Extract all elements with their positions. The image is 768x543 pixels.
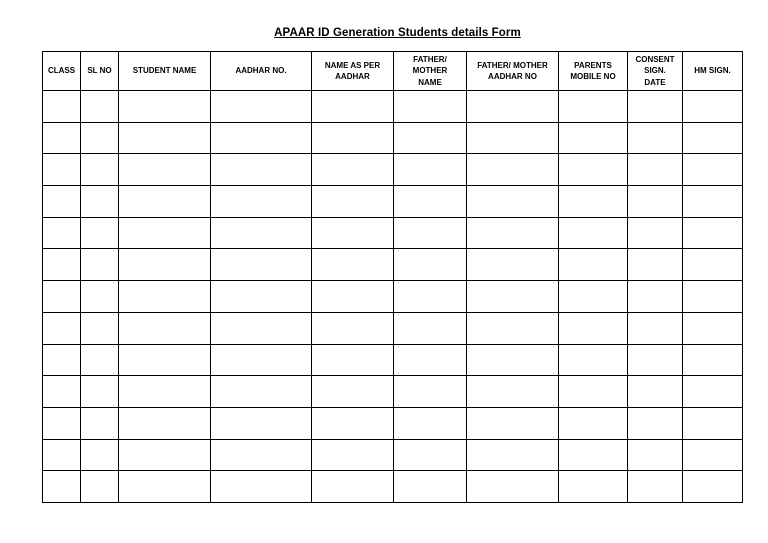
cell-father-mother-aadhar-no[interactable] [467, 154, 559, 186]
cell-class[interactable] [43, 439, 81, 471]
cell-sl-no[interactable] [81, 376, 119, 408]
cell-hm-sign[interactable] [683, 122, 743, 154]
cell-aadhar-no[interactable] [211, 186, 312, 218]
table-row [43, 439, 743, 471]
cell-parents-mobile-no[interactable] [559, 407, 628, 439]
cell-parents-mobile-no[interactable] [559, 439, 628, 471]
cell-name-as-per-aadhar[interactable] [312, 249, 394, 281]
form-title: APAAR ID Generation Students details Form [274, 27, 521, 39]
student-details-table [42, 51, 743, 503]
cell-hm-sign[interactable] [683, 217, 743, 249]
cell-parents-mobile-no[interactable] [559, 281, 628, 313]
cell-father-mother-aadhar-no[interactable] [467, 217, 559, 249]
cell-consent-sign-date[interactable] [628, 154, 683, 186]
cell-parents-mobile-no[interactable] [559, 154, 628, 186]
header-student-name [119, 52, 211, 91]
cell-consent-sign-date[interactable] [628, 407, 683, 439]
cell-student-name[interactable] [119, 217, 211, 249]
cell-aadhar-no[interactable] [211, 376, 312, 408]
cell-name-as-per-aadhar[interactable] [312, 344, 394, 376]
cell-name-as-per-aadhar[interactable] [312, 122, 394, 154]
table-body [43, 91, 743, 503]
cell-father-mother-name[interactable] [394, 217, 467, 249]
header-father-mother-aadhar-no [467, 52, 559, 91]
cell-aadhar-no[interactable] [211, 91, 312, 123]
cell-name-as-per-aadhar[interactable] [312, 376, 394, 408]
cell-student-name[interactable] [119, 471, 211, 503]
cell-class[interactable] [43, 186, 81, 218]
cell-sl-no[interactable] [81, 312, 119, 344]
cell-aadhar-no[interactable] [211, 281, 312, 313]
header-line: AADHAR [335, 72, 370, 81]
table-row [43, 249, 743, 281]
header-line: NAME [418, 77, 442, 87]
cell-class[interactable] [43, 344, 81, 376]
cell-parents-mobile-no[interactable] [559, 217, 628, 249]
cell-father-mother-aadhar-no[interactable] [467, 344, 559, 376]
cell-father-mother-aadhar-no[interactable] [467, 376, 559, 408]
cell-parents-mobile-no[interactable] [559, 91, 628, 123]
cell-parents-mobile-no[interactable] [559, 122, 628, 154]
cell-aadhar-no[interactable] [211, 122, 312, 154]
cell-student-name[interactable] [119, 407, 211, 439]
header-line: SIGN. [644, 66, 666, 76]
header-line: MOBILE NO [570, 72, 616, 81]
cell-consent-sign-date[interactable] [628, 249, 683, 281]
header-sl-no [81, 52, 119, 91]
table-row [43, 376, 743, 408]
header-class [43, 52, 81, 91]
cell-father-mother-aadhar-no[interactable] [467, 312, 559, 344]
cell-father-mother-name[interactable] [394, 312, 467, 344]
header-aadhar-no [211, 52, 312, 91]
cell-sl-no[interactable] [81, 122, 119, 154]
cell-name-as-per-aadhar[interactable] [312, 217, 394, 249]
cell-father-mother-aadhar-no[interactable] [467, 91, 559, 123]
header-line: FATHER/ MOTHER [477, 60, 548, 70]
cell-aadhar-no[interactable] [211, 249, 312, 281]
cell-name-as-per-aadhar[interactable] [312, 91, 394, 123]
cell-father-mother-aadhar-no[interactable] [467, 439, 559, 471]
cell-hm-sign[interactable] [683, 439, 743, 471]
cell-parents-mobile-no[interactable] [559, 249, 628, 281]
header-father-mother-name [394, 52, 467, 91]
header-hm-sign [683, 52, 743, 91]
header-line: HM SIGN. [694, 66, 731, 76]
cell-consent-sign-date[interactable] [628, 281, 683, 313]
cell-consent-sign-date[interactable] [628, 91, 683, 123]
cell-father-mother-name[interactable] [394, 249, 467, 281]
cell-consent-sign-date[interactable] [628, 312, 683, 344]
cell-father-mother-aadhar-no[interactable] [467, 122, 559, 154]
table-row [43, 312, 743, 344]
cell-name-as-per-aadhar[interactable] [312, 154, 394, 186]
header-line: STUDENT NAME [132, 66, 197, 76]
cell-aadhar-no[interactable] [211, 344, 312, 376]
cell-father-mother-aadhar-no[interactable] [467, 186, 559, 218]
cell-sl-no[interactable] [81, 471, 119, 503]
cell-name-as-per-aadhar[interactable] [312, 312, 394, 344]
cell-sl-no[interactable] [81, 344, 119, 376]
cell-father-mother-name[interactable] [394, 186, 467, 218]
cell-consent-sign-date[interactable] [628, 186, 683, 218]
cell-father-mother-aadhar-no[interactable] [467, 249, 559, 281]
cell-hm-sign[interactable] [683, 407, 743, 439]
cell-father-mother-name[interactable] [394, 439, 467, 471]
cell-name-as-per-aadhar[interactable] [312, 471, 394, 503]
cell-sl-no[interactable] [81, 217, 119, 249]
cell-hm-sign[interactable] [683, 91, 743, 123]
header-line: NAME AS PER [324, 60, 381, 70]
cell-class[interactable] [43, 312, 81, 344]
cell-hm-sign[interactable] [683, 154, 743, 186]
cell-name-as-per-aadhar[interactable] [312, 281, 394, 313]
table-row [43, 186, 743, 218]
table-row [43, 281, 743, 313]
table-row [43, 154, 743, 186]
cell-aadhar-no[interactable] [211, 407, 312, 439]
cell-aadhar-no[interactable] [211, 217, 312, 249]
header-line: DATE [644, 77, 666, 87]
cell-hm-sign[interactable] [683, 312, 743, 344]
cell-parents-mobile-no[interactable] [559, 344, 628, 376]
header-line: CONSENT [635, 54, 675, 64]
cell-student-name[interactable] [119, 344, 211, 376]
cell-sl-no[interactable] [81, 407, 119, 439]
cell-father-mother-aadhar-no[interactable] [467, 281, 559, 313]
cell-student-name[interactable] [119, 122, 211, 154]
cell-hm-sign[interactable] [683, 186, 743, 218]
cell-sl-no[interactable] [81, 281, 119, 313]
header-line: AADHAR NO. [235, 66, 287, 76]
cell-hm-sign[interactable] [683, 376, 743, 408]
cell-student-name[interactable] [119, 186, 211, 218]
cell-class[interactable] [43, 376, 81, 408]
cell-sl-no[interactable] [81, 186, 119, 218]
cell-father-mother-name[interactable] [394, 407, 467, 439]
cell-father-mother-aadhar-no[interactable] [467, 471, 559, 503]
cell-sl-no[interactable] [81, 154, 119, 186]
cell-student-name[interactable] [119, 154, 211, 186]
header-name-as-per-aadhar [312, 52, 394, 91]
table-row [43, 344, 743, 376]
cell-consent-sign-date[interactable] [628, 471, 683, 503]
cell-aadhar-no[interactable] [211, 439, 312, 471]
header-row [43, 52, 743, 91]
header-line: SL NO [87, 66, 112, 76]
cell-sl-no[interactable] [81, 249, 119, 281]
cell-consent-sign-date[interactable] [628, 122, 683, 154]
cell-name-as-per-aadhar[interactable] [312, 439, 394, 471]
cell-class[interactable] [43, 281, 81, 313]
header-line: FATHER/ [413, 54, 447, 64]
cell-father-mother-name[interactable] [394, 376, 467, 408]
cell-student-name[interactable] [119, 281, 211, 313]
cell-aadhar-no[interactable] [211, 471, 312, 503]
cell-father-mother-name[interactable] [394, 91, 467, 123]
cell-hm-sign[interactable] [683, 249, 743, 281]
table-row [43, 407, 743, 439]
cell-hm-sign[interactable] [683, 344, 743, 376]
cell-class[interactable] [43, 249, 81, 281]
cell-father-mother-aadhar-no[interactable] [467, 407, 559, 439]
cell-name-as-per-aadhar[interactable] [312, 186, 394, 218]
cell-parents-mobile-no[interactable] [559, 376, 628, 408]
cell-student-name[interactable] [119, 312, 211, 344]
cell-hm-sign[interactable] [683, 281, 743, 313]
cell-class[interactable] [43, 122, 81, 154]
cell-student-name[interactable] [119, 439, 211, 471]
cell-parents-mobile-no[interactable] [559, 186, 628, 218]
table-row [43, 91, 743, 123]
cell-class[interactable] [43, 407, 81, 439]
cell-class[interactable] [43, 154, 81, 186]
header-line: CLASS [47, 66, 76, 76]
cell-consent-sign-date[interactable] [628, 344, 683, 376]
cell-parents-mobile-no[interactable] [559, 471, 628, 503]
table-row [43, 217, 743, 249]
cell-student-name[interactable] [119, 91, 211, 123]
cell-father-mother-name[interactable] [394, 471, 467, 503]
cell-class[interactable] [43, 217, 81, 249]
cell-student-name[interactable] [119, 376, 211, 408]
cell-class[interactable] [43, 91, 81, 123]
cell-class[interactable] [43, 471, 81, 503]
cell-father-mother-name[interactable] [394, 122, 467, 154]
cell-aadhar-no[interactable] [211, 312, 312, 344]
header-parents-mobile-no [559, 52, 628, 91]
table-row [43, 471, 743, 503]
cell-sl-no[interactable] [81, 91, 119, 123]
cell-aadhar-no[interactable] [211, 154, 312, 186]
cell-consent-sign-date[interactable] [628, 376, 683, 408]
cell-student-name[interactable] [119, 249, 211, 281]
cell-consent-sign-date[interactable] [628, 217, 683, 249]
header-line: MOTHER [412, 66, 448, 76]
cell-hm-sign[interactable] [683, 471, 743, 503]
cell-father-mother-name[interactable] [394, 154, 467, 186]
header-consent-sign-date [628, 52, 683, 91]
header-line: PARENTS [574, 60, 612, 70]
cell-father-mother-name[interactable] [394, 281, 467, 313]
header-line: AADHAR NO [488, 72, 537, 81]
table-row [43, 122, 743, 154]
cell-name-as-per-aadhar[interactable] [312, 407, 394, 439]
cell-parents-mobile-no[interactable] [559, 312, 628, 344]
cell-sl-no[interactable] [81, 439, 119, 471]
cell-father-mother-name[interactable] [394, 344, 467, 376]
cell-consent-sign-date[interactable] [628, 439, 683, 471]
